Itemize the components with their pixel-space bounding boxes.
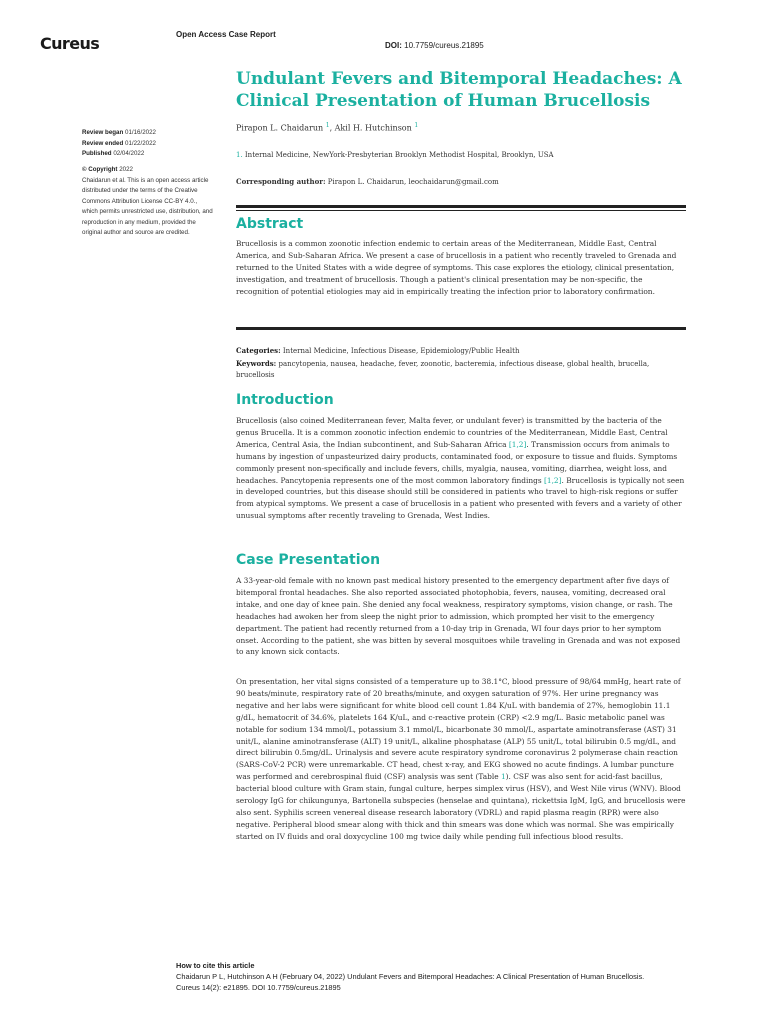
doi-label: DOI: [385,41,402,50]
corresponding-label: Corresponding author: [236,177,326,186]
affiliation [236,151,686,159]
case-paragraph-2 [236,676,686,843]
cite-line-2: Cureus 14(2): e21895. DOI 10.7759/cureus.21895 [176,983,341,992]
article-meta [236,345,686,382]
author-list [236,122,686,133]
review-ended-label: Review ended [82,139,124,147]
abstract-heading: Abstract [236,216,304,232]
affiliation-text: Internal Medicine, NewYork-Presbyterian Brooklyn Methodist Hospital, Brooklyn, USA [244,151,554,159]
intro-part-3: . Brucellosis is typically not seen in developed countries, but this disease should still be considered in patients who travel to high-risk regions or suffer from atypical symptoms. We present a case of brucellosis in a patient who presented with fevers and a variety of other unusual symptoms after recently traveling to Grenada, West Indies. [236,475,685,521]
cite-heading: How to cite this article [176,961,255,970]
article-title: Undulant Fevers and Bitemporal Headaches: A Clinical Presentation of Human Brucellosis [236,69,682,111]
copyright-label: © Copyright [82,166,118,173]
published-date: 02/04/2022 [113,150,145,157]
review-began-date: 01/16/2022 [125,129,156,136]
case-para2-part-2: ). CSF was also sent for acid-fast bacillus, bacterial blood culture with Gram stain, fungal culture, herpes simplex virus (HSV), and West Nile virus (WNV). Blood serology IgG for chikungunya, Bartonella subspecies (henselae and quintana), rickettsia IgM, IgG, and brucellosis were also sent. Syphilis screen venereal disease research laboratory (VDRL) and rapid plasma reagin (RPR) were also negative. Peripheral blood smear along with thick and thin smears was done which was normal. She was empirically started on IV fluids and oral doxycycline 100 mg twice daily while pending full infectious blood results. [236,772,686,841]
abstract-bottom-rule [236,327,686,330]
author-1[interactable]: Pirapon L. Chaidarun [236,123,324,133]
case-heading: Case Presentation [236,552,381,568]
categories-label: Categories: [236,346,281,355]
author-separator: , [329,123,333,133]
copyright-block [82,165,214,239]
case-para2-part-1: On presentation, her vital signs consisted of a temperature up to 38.1°C, blood pressure of 98/64 mmHg, heart rate of 90 beats/minute, respiratory rate of 20 breaths/minute, and oxygen saturation of 97%. Her urine pregnancy was negative and her labs were significant for white blood cell count 1.84 K/uL with bandemia of 27%, hemoglobin 11.1 g/dL, hematocrit of 34.6%, platelets 164 K/uL, and c-reactive protein (CRP) <2.9 mg/L. Basic metabolic panel was notable for sodium 134 mmol/L, potassium 3.1 mmol/L, bicarbonate 30 mmol/L, aspartate aminotransferase (AST) 31 unit/L, alanine aminotransferase (ALT) 19 unit/L, alkaline phosphatase (ALP) 55 unit/L, total bilirubin 0.5 mg/dL, and direct bilirubin 0.5mg/dL. Urinalysis and severe acute respiratory syndrome coronavirus 2 polymerase chain reaction (SARS-CoV-2 PCR) were unremarkable. CT head, chest x-ray, and EKG showed no acute findings. A lumbar puncture was performed and cerebrospinal fluid (CSF) analysis was sent (Table [236,677,681,782]
affiliation-number: 1. [236,151,243,159]
keywords: pancytopenia, nausea, headache, fever, zoonotic, bacteremia, infectious disease, global health, brucella, brucellosis [236,359,650,379]
categories: Internal Medicine, Infectious Disease, Epidemiology/Public Health [282,347,520,355]
author-1-affil[interactable]: 1 [325,122,330,129]
license-text: Chaidarun et al. This is an open access article distributed under the terms of the Creative Commons Attribution License CC-BY 4.0., which permits unrestricted use, distribution, and reproduction in any medium, provided the original author and source are credited. [82,176,213,236]
abstract-text: Brucellosis is a common zoonotic infection endemic to certain areas of the Mediterranean, Middle East, Central America, and Sub-Saharan Africa. We present a case of brucellosis in a patient who recently traveled to Grenada and returned to the United States with a wide degree of symptoms. This case explores the etiology, clinical presentation, investigation, and treatment of brucellosis. Though a patient's clinical presentation may be non-specific, the recognition of potential etiologies may aid in empirically treating the infection prior to laboratory confirmation. [236,239,677,296]
intro-part-1: Brucellosis (also coined Mediterranean fever, Malta fever, or undulant fever) is transmitted by the bacteria of the genus Brucella. It is a common zoonotic infection endemic to countries of the Mediterranean, Middle East, Central America, Central Asia, the Indian subcontinent, and Sub-Saharan Africa [236,416,668,449]
copyright-year: 2022 [119,166,133,173]
citation-link[interactable]: [1,2] [508,439,527,449]
published-label: Published [82,150,112,157]
article-type: Open Access Case Report [176,30,276,39]
corresponding-author [236,177,686,186]
introduction-heading: Introduction [236,392,334,408]
abstract-top-rule [236,205,686,208]
author-2[interactable]: Akil H. Hutchinson [334,123,412,133]
doi-line [385,41,484,50]
review-ended-date: 01/22/2022 [125,139,156,147]
review-dates [82,128,214,160]
table-reference-link[interactable]: 1 [500,772,506,782]
abstract-top-rule-thin [236,210,686,211]
cite-line-1: Chaidarun P L, Hutchinson A H (February 04, 2022) Undulant Fevers and Bitemporal Headaches: A Clinical Presentation of Human Brucellosis. [176,972,645,981]
keywords-label: Keywords: [236,358,277,368]
doi-link[interactable]: 10.7759/cureus.21895 [404,41,484,50]
corresponding-text[interactable]: Pirapon L. Chaidarun, leochaidarun@gmail.com [327,178,499,186]
intro-part-2: . Transmission occurs from animals to humans by ingestion of unpasteurized dairy products, contaminated food, or exposure to tissue and fluids. Symptoms commonly present non-specifically and include fevers, chills, myalgia, nausea, vomiting, diarrhea, weight loss, and headaches. Pancytopenia represents one of the most common laboratory findings [236,439,678,485]
citation-link[interactable]: [1,2] [544,475,562,485]
author-2-affil[interactable]: 1 [414,122,419,129]
citation-footer [176,960,736,993]
review-began-label: Review began [82,129,124,136]
introduction-text [236,415,686,522]
journal-logo: Cureus [40,34,100,53]
case-paragraph-1: A 33-year-old female with no known past medical history presented to the emergency department after five days of bitemporal frontal headaches. She also reported associated photophobia, fevers, nausea, vomiting, decreased oral intake, and one day of knee pain. She denied any focal weakness, respiratory symptoms, vision change, or rash. The headaches had awoken her from sleep the night prior to admission, which prompted her visit to the emergency department. The patient had recently returned from a 10-day trip in Grenada, WI four days prior to her symptom onset. According to the patient, she was bitten by several mosquitoes while traveling in Grenada and was not exposed to any known sick contacts. [236,576,681,657]
